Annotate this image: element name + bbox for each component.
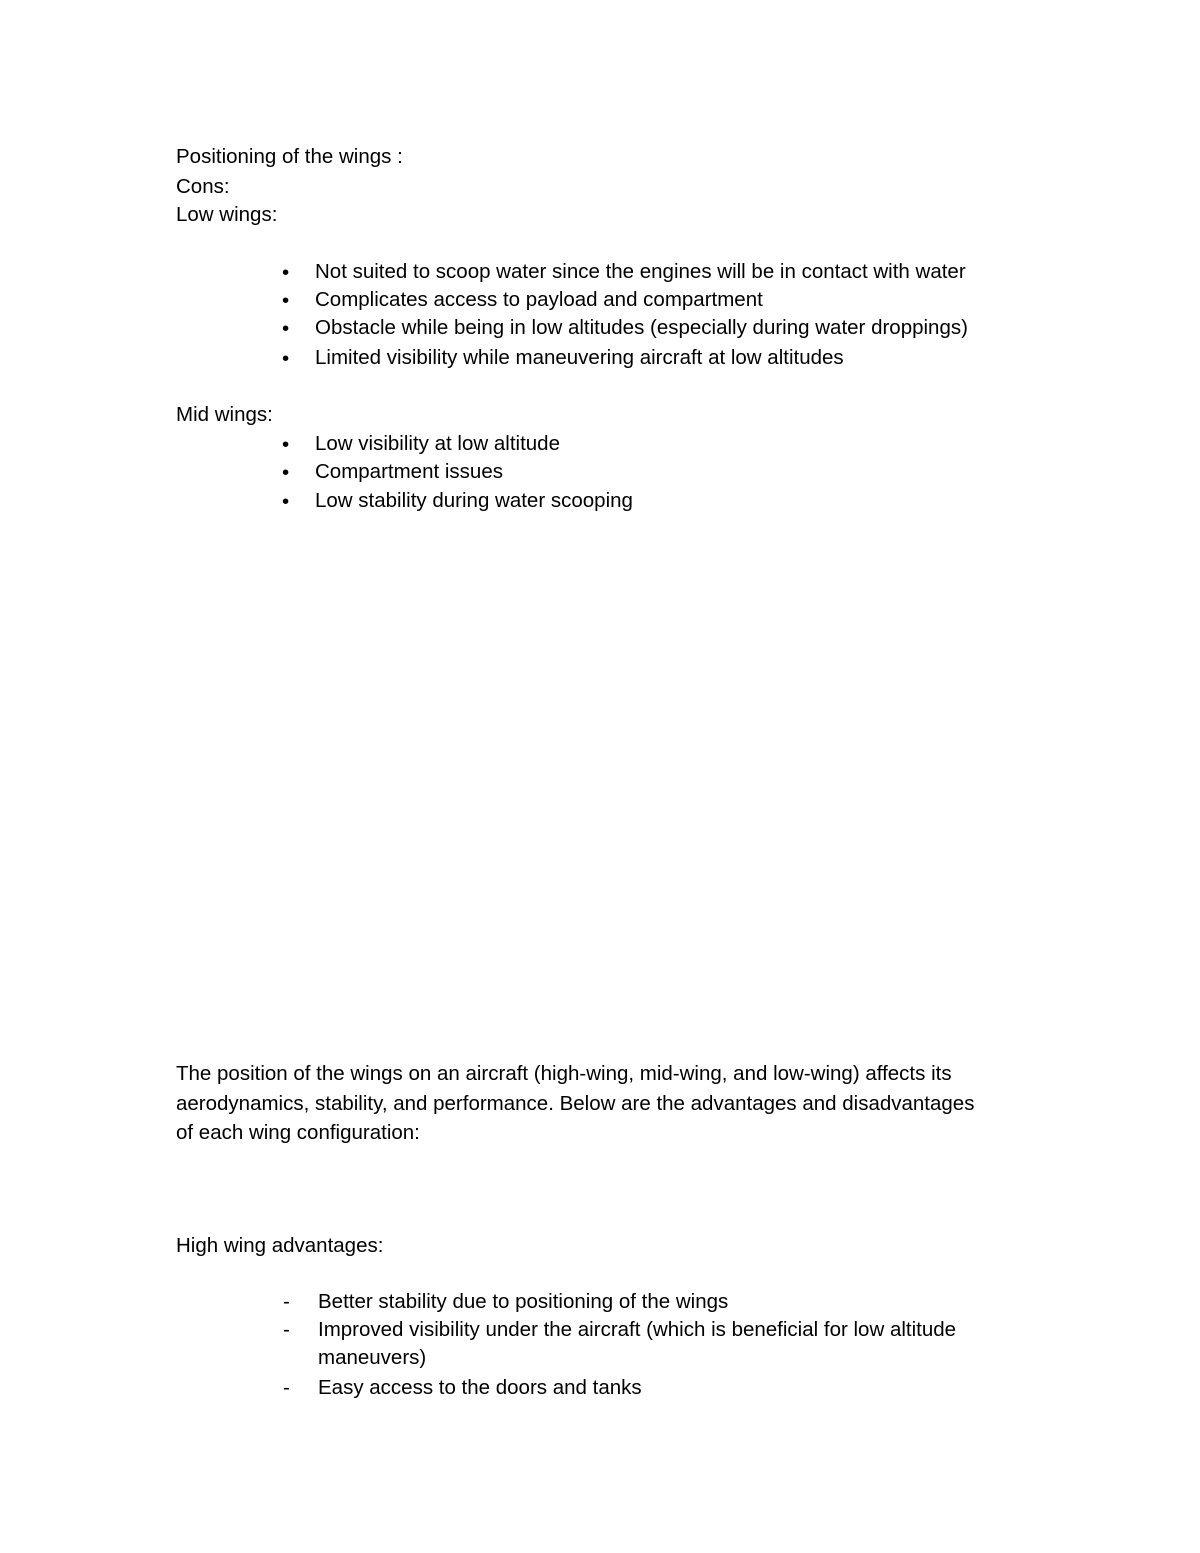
list-item: Improved visibility under the aircraft (which is beneficial for low altitude bbox=[318, 1318, 957, 1341]
paragraph-line: The position of the wings on an aircraft (high-wing, mid-wing, and low-wing) affects its bbox=[176, 1062, 952, 1085]
list-bullet: • bbox=[282, 461, 290, 484]
list-item-continuation: maneuvers) bbox=[318, 1346, 427, 1369]
list-bullet: • bbox=[282, 347, 290, 370]
list-dash: - bbox=[283, 1290, 290, 1313]
list-bullet: • bbox=[282, 317, 290, 340]
high-wing-label: High wing advantages: bbox=[176, 1234, 384, 1257]
low-wings-label: Low wings: bbox=[176, 203, 278, 226]
paragraph-line: aerodynamics, stability, and performance. Below are the advantages and disadvantages bbox=[176, 1092, 975, 1115]
list-bullet: • bbox=[282, 261, 290, 284]
list-item: Low visibility at low altitude bbox=[315, 432, 560, 455]
list-item: Easy access to the doors and tanks bbox=[318, 1376, 642, 1399]
list-item: Obstacle while being in low altitudes (especially during water droppings) bbox=[315, 316, 968, 339]
list-dash: - bbox=[283, 1376, 290, 1399]
list-item: Better stability due to positioning of the wings bbox=[318, 1290, 729, 1313]
list-item: Low stability during water scooping bbox=[315, 489, 633, 512]
list-item: Complicates access to payload and compartment bbox=[315, 288, 763, 311]
list-bullet: • bbox=[282, 289, 290, 312]
list-bullet: • bbox=[282, 490, 290, 513]
list-item: Compartment issues bbox=[315, 460, 503, 483]
mid-wings-label: Mid wings: bbox=[176, 403, 273, 426]
list-item: Not suited to scoop water since the engines will be in contact with water bbox=[315, 260, 966, 283]
list-bullet: • bbox=[282, 433, 290, 456]
paragraph-line: of each wing configuration: bbox=[176, 1121, 420, 1144]
list-dash: - bbox=[283, 1318, 290, 1341]
document-heading: Positioning of the wings : bbox=[176, 145, 403, 168]
cons-label: Cons: bbox=[176, 175, 230, 198]
list-item: Limited visibility while maneuvering aircraft at low altitudes bbox=[315, 346, 844, 369]
